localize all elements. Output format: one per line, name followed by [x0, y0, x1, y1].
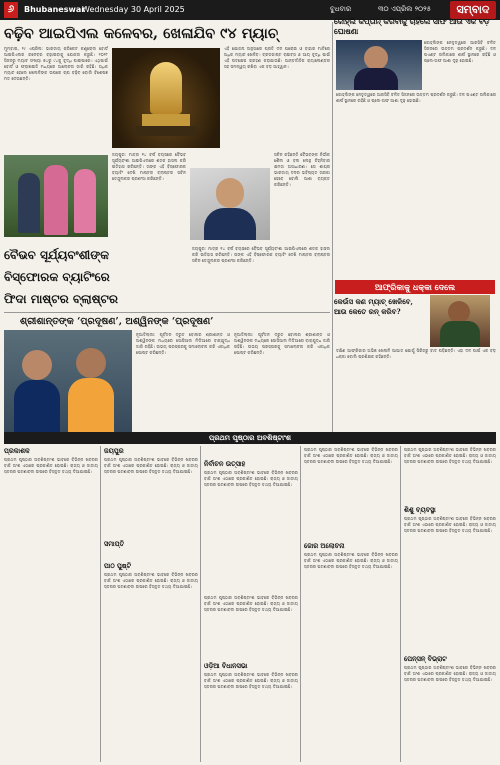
section-title-6: ଜୋର ଅଲୋଚନା	[304, 542, 345, 550]
kohli-photo	[336, 40, 422, 90]
sachin-photo	[190, 168, 270, 240]
continuation-col-1: ପ୍ରଥମ ପୃଷ୍ଠାର ଅବଶିଷ୍ଟାଂଶ ଭାବରେ ବିଭିନ୍ନ ଖବରର ବାକି ଅଂଶ ଏଠାରେ ପ୍ରକାଶିତ ହୋଇଛି। ରାଜ୍ୟ ଓ ଜାତୀୟ ସ୍ତରର ଘଟଣାବଳୀ ଉପରେ ବିସ୍ତୃତ ତଥ୍ୟ ଦିଆଯାଇଛି।	[4, 457, 98, 474]
africa-subheadline: କେଉଁସ କଣ ମ୍ୟାଚ୍ ଖେଳିବେ, ଆଉ କେତେ ରନ୍‌ କରିବ?	[334, 297, 413, 316]
continuation-col-5b: ପ୍ରଥମ ପୃଷ୍ଠାର ଅବଶିଷ୍ଟାଂଶ ଭାବରେ ବିଭିନ୍ନ ଖବରର ବାକି ଅଂଶ ଏଠାରେ ପ୍ରକାଶିତ ହୋଇଛି। ରାଜ୍ୟ ଓ ଜାତୀୟ ସ୍ତରର ଘଟଣାବଳୀ ଉପରେ ବିସ୍ତୃତ ତଥ୍ୟ ଦିଆଯାଇଛି।	[404, 516, 496, 533]
edition-day-odia: ବୁଧବାର	[330, 5, 352, 13]
ipl-trophy-photo	[112, 48, 220, 148]
deck-sreesanth: ଶ୍ରୀଶାନ୍ତଙ୍କ ‘ପ୍ରଦୂଷଣ’, ଅଶ୍ୱିନଙ୍କ ‘ପ୍ରଦୂଷଣ’	[20, 316, 214, 327]
continuation-col-3b: ପ୍ରଥମ ପୃଷ୍ଠାର ଅବଶିଷ୍ଟାଂଶ ଭାବରେ ବିଭିନ୍ନ ଖବରର ବାକି ଅଂଶ ଏଠାରେ ପ୍ରକାଶିତ ହୋଇଛି। ରାଜ୍ୟ ଓ ଜାତୀୟ ସ୍ତରର ଘଟଣାବଳୀ ଉପରେ ବିସ୍ତୃତ ତଥ୍ୟ ଦିଆଯାଇଛି।	[204, 672, 298, 689]
article-sreesanth-col-1: ନୂଆଦିଲ୍ଲୀ: ପୂର୍ବତନ ଦ୍ରୁତ ବୋଲର ଶ୍ରୀଶାନ୍ତ ଓ ଅଶ୍ୱିନଙ୍କ ମଧ୍ୟରେ ସୋସିଆଲ ମିଡିଆରେ ବାକ୍‌ଯୁଦ୍ଧ ଜାରି ରହିଛି। ଉଭୟ ପରସ୍ପରକୁ ସମାଲୋଚନା କରି ଏକାଧିକ ପୋଷ୍ଟ କରିଛନ୍ତି।	[136, 332, 230, 355]
continuation-col-3c: ପ୍ରଥମ ପୃଷ୍ଠାର ଅବଶିଷ୍ଟାଂଶ ଭାବରେ ବିଭିନ୍ନ ଖବରର ବାକି ଅଂଶ ଏଠାରେ ପ୍ରକାଶିତ ହୋଇଛି। ରାଜ୍ୟ ଓ ଜାତୀୟ ସ୍ତରର ଘଟଣାବଳୀ ଉପରେ ବିସ୍ତୃତ ତଥ୍ୟ ଦିଆଯାଇଛି।	[204, 595, 298, 612]
section-title-8: ଓଡ଼ିଆ ବିଧାନସଭା	[204, 662, 248, 670]
africa-headline-bar	[335, 280, 495, 294]
article-vaibhav-col: ଜୟପୁର: ମାତ୍ର ୧୪ ବର୍ଷ ବୟସରେ ବୈଭବ ସୂର୍ଯ୍ୟବଂଶୀ ଆଇପିଏଲରେ ଶତକ ହାସଲ କରି ଇତିହାସ ରଚିଛନ୍ତି। ତାଙ୍କ ଏହି ବିସ୍ଫୋରକ ବ୍ୟାଟିଂ ଦେଖି ମାଷ୍ଟର ବ୍ଲାଷ୍ଟର ସଚିନ ତେନ୍ଦୁଲକର ପ୍ରଶଂସା କରିଛନ୍ତି।	[112, 152, 186, 181]
continuation-title: ପ୍ରଥମ ପୃଷ୍ଠାର ଅବଶିଷ୍ଟାଂଶ	[209, 434, 291, 442]
article-ipl-col-b: ଏହି ଯୋଜନା ଅନୁସାରେ ପ୍ରତି ଦଳ ଘରୋଇ ଓ ବାହାର ମାଟିରେ ଅଧିକ ମ୍ୟାଚ ଖେଳିବ। ବ୍ରଡକାଷ୍ଟ ରାଇଟ୍‌ସ ଓ ଆୟ ବୃଦ୍ଧି ପାଇଁ ଏହି ପଦକ୍ଷେପ ଗ୍ରହଣ କରାଯାଉଛି। ଆନ୍ତର୍ଜାତିକ କ୍ୟାଲେଣ୍ଡର ସହ ସମନ୍ୱୟ ରଖିବା ଏକ ବଡ଼ ଆହ୍ୱାନ।	[224, 46, 330, 69]
page-number: ୬	[4, 2, 18, 18]
section-title-7: ଶିଶୁ ବ୍ୟବସ୍ଥା	[404, 506, 436, 514]
sreesanth-photo	[4, 330, 132, 434]
deck-vaibhav-2: ବିସ୍ଫୋରକ ବ୍ୟାଟିଂରେ	[4, 270, 110, 284]
section-title-3: ନିର୍ବାଚନ ଉତ୍ସାହ	[204, 460, 246, 468]
column-divider	[200, 446, 201, 762]
deck-vaibhav-3: ଫିଦା ମାଷ୍ଟର ବ୍ଲାଷ୍ଟର	[4, 292, 118, 306]
column-divider	[300, 446, 301, 762]
continuation-col-5a: ପ୍ରଥମ ପୃଷ୍ଠାର ଅବଶିଷ୍ଟାଂଶ ଭାବରେ ବିଭିନ୍ନ ଖବରର ବାକି ଅଂଶ ଏଠାରେ ପ୍ରକାଶିତ ହୋଇଛି। ରାଜ୍ୟ ଓ ଜାତୀୟ ସ୍ତରର ଘଟଣାବଳୀ ଉପରେ ବିସ୍ତୃତ ତଥ୍ୟ ଦିଆଯାଇଛି।	[404, 447, 496, 464]
column-divider	[400, 446, 401, 762]
continuation-col-3a: ପ୍ରଥମ ପୃଷ୍ଠାର ଅବଶିଷ୍ଟାଂଶ ଭାବରେ ବିଭିନ୍ନ ଖବରର ବାକି ଅଂଶ ଏଠାରେ ପ୍ରକାଶିତ ହୋଇଛି। ରାଜ୍ୟ ଓ ଜାତୀୟ ସ୍ତରର ଘଟଣାବଳୀ ଉପରେ ବିସ୍ତୃତ ତଥ୍ୟ ଦିଆଯାଇଛି।	[204, 470, 298, 487]
article-sreesanth-col-2: ନୂଆଦିଲ୍ଲୀ: ପୂର୍ବତନ ଦ୍ରୁତ ବୋଲର ଶ୍ରୀଶାନ୍ତ ଓ ଅଶ୍ୱିନଙ୍କ ମଧ୍ୟରେ ସୋସିଆଲ ମିଡିଆରେ ବାକ୍‌ଯୁଦ୍ଧ ଜାରି ରହିଛି। ଉଭୟ ପରସ୍ପରକୁ ସମାଲୋଚନା କରି ଏକାଧିକ ପୋଷ୍ଟ କରିଛନ୍ତି।	[234, 332, 330, 355]
article-africa-col: ଦକ୍ଷିଣ ଆଫ୍ରିକାର ଅଭିଜ୍ଞ ଖେଳାଳି ଆଘାତ ଯୋଗୁଁ ସିରିଜରୁ ବାଦ ପଡ଼ିଛନ୍ତି। ଏହା ଦଳ ପାଇଁ ଏକ ବଡ଼ ଧକ୍କା ବୋଲି ପ୍ରଶିକ୍ଷକ କହିଛନ୍ତି।	[336, 348, 496, 359]
continuation-band	[4, 432, 496, 444]
section-title-2: ଜୟପୁର	[104, 447, 124, 455]
section-title-1: ପ୍ରକାଶକ	[4, 447, 30, 455]
africa-player-photo	[430, 295, 490, 347]
article-kohli-col-b: କୋହ୍ଲିଙ୍କ ନେତୃତ୍ୱରେ ଆରସିବି ଚଳିତ ସିଜନରେ ଉତ୍ତମ ପ୍ରଦର୍ଶନ କରୁଛି। ଦଳ ପଏଣ୍ଟ ତାଲିକାରେ ଶୀର୍ଷ ସ୍ଥାନରେ ରହିଛି ଓ ପ୍ଲେ-ଅଫ ଆଶା ଦୃଢ଼ ହୋଇଛି।	[336, 92, 496, 103]
section-title-9: ପେନ୍‌ସନ୍‌ ବିଭ୍ରାଟ	[404, 655, 447, 663]
main-headline: ବଢ଼ିବ ଆଇପିଏଲ କଳେବର, ଖେଳାଯିବ ୯୪ ମ୍ୟାଚ୍	[4, 25, 279, 42]
section-title-4: ସମାପ୍ତି	[104, 540, 125, 548]
deck-vaibhav-1: ବୈଭବ ସୂର୍ଯ୍ୟବଂଶୀଙ୍କ	[4, 248, 110, 262]
column-divider	[332, 22, 333, 432]
africa-headline: ଆଫ୍ରିକାକୁ ଧକ୍କା ଦେଲେ	[374, 282, 456, 292]
article-vaibhav-col-2: ଜୟପୁର: ମାତ୍ର ୧୪ ବର୍ଷ ବୟସରେ ବୈଭବ ସୂର୍ଯ୍ୟବଂଶୀ ଆଇପିଏଲରେ ଶତକ ହାସଲ କରି ଇତିହାସ ରଚିଛନ୍ତି। ତାଙ୍କ ଏହି ବିସ୍ଫୋରକ ବ୍ୟାଟିଂ ଦେଖି ମାଷ୍ଟର ବ୍ଲାଷ୍ଟର ସଚିନ ତେନ୍ଦୁଲକର ପ୍ରଶଂସା କରିଛନ୍ତି।	[192, 246, 330, 263]
players-photo	[4, 155, 108, 237]
article-ipl-col-a: ମୁମ୍ବାଇ, ୨୯ ଏପ୍ରିଲ: ଭାରତୀୟ କ୍ରିକେଟ କଣ୍ଟ୍ରୋଲ ବୋର୍ଡ ଆଇପିଏଲର କଳେବର ବଢ଼ାଇବାକୁ ଯୋଜନା କରୁଛି। ୨୦୨୮ ସିଜନରୁ ମ୍ୟାଚ ସଂଖ୍ୟା ୭୪ରୁ ୯୪କୁ ବୃଦ୍ଧି ପାଇପାରେ। ଏଥିପାଇଁ ବୋର୍ଡ ଓ ଫ୍ରାଞ୍ଚାଇଜି ମଧ୍ୟରେ ଆଲୋଚନା ଜାରି ରହିଛି। ଅଧିକ ମ୍ୟାଚ ହେଲେ ଖେଳାଳିଙ୍କ ଉପରେ ଚାପ ବଢ଼ିବ ବୋଲି ବିଶେଷଜ୍ଞ ମତ ଦେଉଛନ୍ତି।	[4, 46, 108, 81]
article-kohli-col-a: କୋହ୍ଲିଙ୍କ ନେତୃତ୍ୱରେ ଆରସିବି ଚଳିତ ସିଜନରେ ଉତ୍ତମ ପ୍ରଦର୍ଶନ କରୁଛି। ଦଳ ପଏଣ୍ଟ ତାଲିକାରେ ଶୀର୍ଷ ସ୍ଥାନରେ ରହିଛି ଓ ପ୍ଲେ-ଅଫ ଆଶା ଦୃଢ଼ ହୋଇଛି।	[424, 40, 496, 63]
continuation-col-2b: ପ୍ରଥମ ପୃଷ୍ଠାର ଅବଶିଷ୍ଟାଂଶ ଭାବରେ ବିଭିନ୍ନ ଖବରର ବାକି ଅଂଶ ଏଠାରେ ପ୍ରକାଶିତ ହୋଇଛି। ରାଜ୍ୟ ଓ ଜାତୀୟ ସ୍ତରର ଘଟଣାବଳୀ ଉପରେ ବିସ୍ତୃତ ତଥ୍ୟ ଦିଆଯାଇଛି।	[104, 572, 198, 589]
section-title-5: ପାଠ ପୁଷ୍ଟି	[104, 562, 132, 570]
continuation-col-4a: ପ୍ରଥମ ପୃଷ୍ଠାର ଅବଶିଷ୍ଟାଂଶ ଭାବରେ ବିଭିନ୍ନ ଖବରର ବାକି ଅଂଶ ଏଠାରେ ପ୍ରକାଶିତ ହୋଇଛି। ରାଜ୍ୟ ଓ ଜାତୀୟ ସ୍ତରର ଘଟଣାବଳୀ ଉପରେ ବିସ୍ତୃତ ତଥ୍ୟ ଦିଆଯାଇଛି।	[304, 447, 398, 464]
edition-city: Bhubaneswar	[24, 5, 86, 14]
article-sachin-col: ସଚିନ କହିଛନ୍ତି ବୈଭବଙ୍କ ନିର୍ଭୀକ ଶୈଳୀ ଓ ବଲ ଲେନ୍ଥ ଚିହ୍ନିବାର କ୍ଷମତା ଅସାଧାରଣ। ସେ ଶୀଘ୍ର ଭାରତୀୟ ଦଳର ଭବିଷ୍ୟତ ତାରକା ହେବେ ବୋଲି ଆଶା ବ୍ୟକ୍ତ କରିଛନ୍ତି।	[274, 152, 330, 187]
edition-date-odia: ୩୦ ଏପ୍ରିଲ ୨୦୨୫	[378, 5, 431, 13]
continuation-col-2a: ପ୍ରଥମ ପୃଷ୍ଠାର ଅବଶିଷ୍ଟାଂଶ ଭାବରେ ବିଭିନ୍ନ ଖବରର ବାକି ଅଂଶ ଏଠାରେ ପ୍ରକାଶିତ ହୋଇଛି। ରାଜ୍ୟ ଓ ଜାତୀୟ ସ୍ତରର ଘଟଣାବଳୀ ଉପରେ ବିସ୍ତୃତ ତଥ୍ୟ ଦିଆଯାଇଛି।	[104, 457, 198, 474]
edition-date: Wednesday 30 April 2025	[82, 5, 185, 14]
continuation-col-5c: ପ୍ରଥମ ପୃଷ୍ଠାର ଅବଶିଷ୍ଟାଂଶ ଭାବରେ ବିଭିନ୍ନ ଖବରର ବାକି ଅଂଶ ଏଠାରେ ପ୍ରକାଶିତ ହୋଇଛି। ରାଜ୍ୟ ଓ ଜାତୀୟ ସ୍ତରର ଘଟଣାବଳୀ ଉପରେ ବିସ୍ତୃତ ତଥ୍ୟ ଦିଆଯାଇଛି।	[404, 665, 496, 682]
divider-line	[4, 312, 330, 313]
continuation-col-4b: ପ୍ରଥମ ପୃଷ୍ଠାର ଅବଶିଷ୍ଟାଂଶ ଭାବରେ ବିଭିନ୍ନ ଖବରର ବାକି ଅଂଶ ଏଠାରେ ପ୍ରକାଶିତ ହୋଇଛି। ରାଜ୍ୟ ଓ ଜାତୀୟ ସ୍ତରର ଘଟଣାବଳୀ ଉପରେ ବିସ୍ତୃତ ତଥ୍ୟ ଦିଆଯାଇଛି।	[304, 552, 398, 569]
column-divider	[100, 446, 101, 762]
right-headline: କୋହ୍ଲି କପ୍ତାନ୍‌ କରିବାକୁ ଚାହିଁଲେ ସାଫ ଆଉ ଏକ ବଡ଼ ଘୋଷଣା	[334, 17, 490, 36]
logo-text: ସମ୍ବାଦ	[456, 3, 490, 16]
